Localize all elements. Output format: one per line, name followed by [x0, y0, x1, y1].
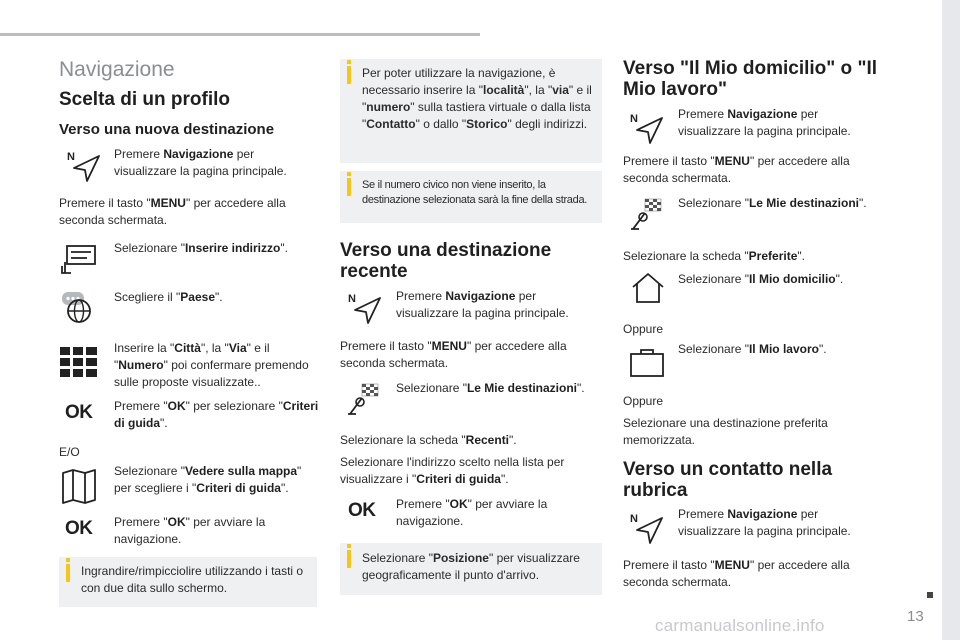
info-note-zoom: Ingrandire/rimpicciolire utilizzando i tasti o con due dita sullo schermo.	[59, 557, 317, 607]
profile-heading: Scelta di un profilo	[59, 89, 231, 110]
info-icon	[66, 564, 70, 582]
step-1: Premere Navigazione per visualizzare la pagina principale.	[396, 289, 569, 320]
svg-text:N: N	[348, 293, 356, 305]
navigation-arrow-icon	[628, 110, 668, 146]
country-globe-icon	[59, 289, 99, 325]
step-6: Selezionare "Il Mio lavoro".	[678, 342, 827, 356]
step-2: Premere il tasto "MENU" per accedere alla seconda schermata.	[623, 154, 850, 185]
ok-icon: OK	[65, 518, 93, 539]
map-icon	[59, 468, 99, 504]
or-label-2: Oppure	[623, 394, 664, 408]
recent-destination-heading: Verso una destinazione recente	[340, 240, 552, 282]
section-title: Navigazione	[59, 58, 175, 81]
briefcase-icon	[627, 344, 667, 380]
contact-heading: Verso un contatto nella rubrica	[623, 459, 833, 501]
step-8: Premere "OK" per avviare la navigazione.	[114, 515, 266, 546]
step-4: Selezionare la scheda "Recenti".	[340, 433, 517, 447]
step-8: Premere Navigazione per visualizzare la pagina principale.	[678, 507, 851, 538]
page-side-band	[942, 0, 960, 640]
step-1: Premere Navigazione per visualizzare la pagina principale.	[114, 147, 287, 178]
navigation-arrow-icon	[346, 290, 386, 326]
ok-icon: OK	[65, 402, 93, 423]
step-7: Selezionare una destinazione preferita memorizzata.	[623, 416, 828, 447]
keyboard-icon	[59, 344, 99, 380]
watermark: carmanualsonline.info	[655, 616, 825, 635]
ok-icon: OK	[348, 500, 376, 521]
info-note-position-text: Selezionare "Posizione" per visualizzare geograficamente il punto d'arrivo.	[362, 551, 580, 582]
step-4: Selezionare la scheda "Preferite".	[623, 249, 805, 263]
page-number: 13	[907, 608, 924, 625]
info-note-house-number: Se il numero civico non viene inserito, la destinazione selezionata sarà la fine della strada.	[340, 171, 602, 223]
step-5: Selezionare "Il Mio domicilio".	[678, 272, 844, 286]
navigation-arrow-icon	[65, 148, 105, 184]
step-7: Selezionare "Vedere sulla mappa" per scegliere i "Criteri di guida".	[114, 464, 302, 495]
step-3: Selezionare "Le Mie destinazioni".	[678, 196, 867, 210]
info-icon	[347, 178, 351, 196]
step-1: Premere Navigazione per visualizzare la pagina principale.	[678, 107, 851, 138]
page-marker	[927, 592, 933, 598]
svg-text:N: N	[630, 513, 638, 525]
home-work-heading: Verso "Il Mio domicilio" o "Il Mio lavoro"	[623, 58, 878, 100]
navigation-arrow-icon	[628, 510, 668, 546]
home-icon	[628, 270, 668, 306]
step-2: Premere il tasto "MENU" per accedere alla seconda schermata.	[59, 196, 286, 227]
step-4: Scegliere il "Paese".	[114, 290, 223, 304]
info-icon	[347, 550, 351, 568]
top-rule	[0, 33, 480, 36]
sub-heading: Verso una nuova destinazione	[59, 121, 275, 138]
my-destinations-icon	[342, 382, 382, 418]
step-9: Premere il tasto "MENU" per accedere alla seconda schermata.	[623, 558, 850, 589]
step-3: Selezionare "Inserire indirizzo".	[114, 241, 288, 255]
step-6: Premere "OK" per avviare la navigazione.	[396, 497, 548, 528]
svg-text:N: N	[67, 151, 75, 163]
info-note-position	[340, 543, 602, 595]
address-entry-icon	[59, 240, 99, 276]
and-or-label: E/O	[59, 445, 80, 459]
info-icon	[347, 66, 351, 84]
step-2: Premere il tasto "MENU" per accedere alla seconda schermata.	[340, 339, 567, 370]
info-note-address-text: Per poter utilizzare la navigazione, è necessario inserire la "località", la "via" e il "numero" sulla tastiera virtuale o dalla lista "Contatto" o dallo "Storico" degli indirizzi.	[362, 66, 592, 131]
step-6: Premere "OK" per selezionare "Criteri di guida".	[114, 399, 319, 430]
svg-text:N: N	[630, 113, 638, 125]
or-label-1: Oppure	[623, 322, 664, 336]
my-destinations-icon	[625, 197, 665, 233]
step-3: Selezionare "Le Mie destinazioni".	[396, 381, 585, 395]
step-5: Selezionare l'indirizzo scelto nella lista per visualizzare i "Criteri di guida".	[340, 455, 565, 486]
step-5: Inserire la "Città", la "Via" e il "Numero" poi confermare premendo sulle proposte visualizzate..	[114, 341, 309, 389]
info-note-address	[340, 59, 602, 163]
